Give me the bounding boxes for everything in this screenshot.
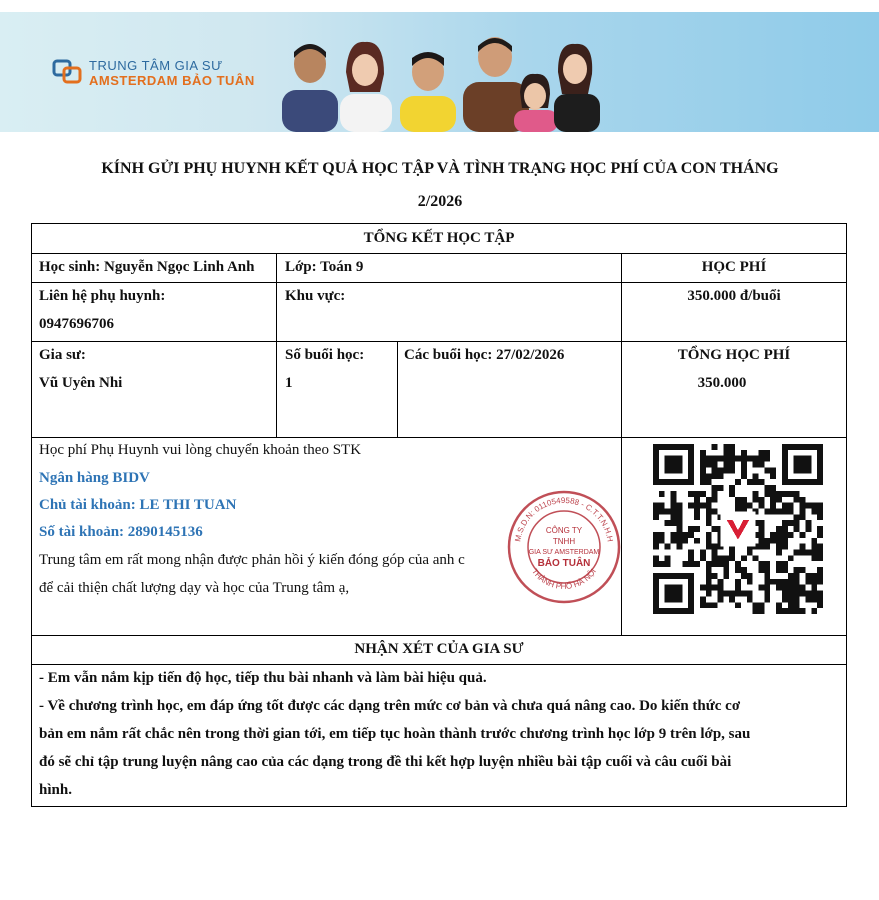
- brand-line-1: TRUNG TÂM GIA SƯ: [89, 58, 223, 73]
- col-divider: [397, 341, 398, 437]
- banner-people-photo: [270, 12, 610, 132]
- session-dates: Các buổi học: 27/02/2026: [404, 347, 565, 363]
- parent-contact-label: Liên hệ phụ huynh:: [39, 288, 166, 304]
- report-table: [31, 223, 847, 807]
- sessions-label: Số buổi học:: [285, 347, 365, 363]
- comments-header: NHẬN XÉT CỦA GIA SƯ: [354, 641, 524, 657]
- total-fee-value: 350.000: [697, 375, 747, 391]
- report-title-line-2: 2/2026: [417, 193, 463, 210]
- brand-line-2: AMSTERDAM BẢO TUÂN: [89, 73, 255, 88]
- fee-header: HỌC PHÍ: [701, 259, 767, 275]
- total-fee-label: TỔNG HỌC PHÍ: [677, 347, 791, 363]
- payment-qr-code: [653, 442, 823, 616]
- comment-line-1: - Em vẫn nắm kịp tiến độ học, tiếp thu bài nhanh và làm bài hiệu quả.: [39, 670, 487, 686]
- fee-per-session: 350.000 đ/buổi: [687, 288, 781, 304]
- report-title-line-1: KÍNH GỬI PHỤ HUYNH KẾT QUẢ HỌC TẬP VÀ TÌNH TRẠNG HỌC PHÍ CỦA CON THÁNG: [101, 160, 779, 177]
- svg-text:GIA SƯ AMSTERDAM: GIA SƯ AMSTERDAM: [528, 549, 600, 556]
- parent-phone: 0947696706: [39, 316, 114, 332]
- sessions-count: 1: [285, 375, 293, 391]
- comment-line-3: bản em nắm rất chắc nên trong thời gian tới, em tiếp tục hoàn thành trước chương trình học lớp 9 trên lớp, sau: [39, 726, 751, 742]
- payment-instruction: Học phí Phụ Huynh vui lòng chuyển khoản theo STK: [39, 442, 362, 458]
- tutor-label: Gia sư:: [39, 347, 86, 363]
- area-label: Khu vực:: [285, 288, 346, 304]
- amsterdam-logo-icon: [52, 59, 82, 85]
- feedback-line-2: để cải thiện chất lượng dạy và học của Trung tâm ạ,: [39, 580, 350, 596]
- svg-text:CÔNG TY: CÔNG TY: [545, 526, 583, 535]
- comment-line-5: hình.: [39, 782, 72, 798]
- svg-text:BẢO TUÂN: BẢO TUÂN: [537, 558, 591, 569]
- tutor-name: Vũ Uyên Nhi: [39, 375, 123, 391]
- summary-header: TỔNG KẾT HỌC TẬP: [363, 230, 515, 246]
- account-holder: Chủ tài khoản: LE THI TUAN: [39, 497, 237, 513]
- account-number: Số tài khoản: 2890145136: [39, 524, 203, 540]
- comment-line-4: đó sẽ chỉ tập trung luyện nâng cao của các dạng trong đề thi kết hợp luyện nhiều bài tập cuối và câu cuối bài: [39, 754, 732, 770]
- col-divider: [276, 253, 277, 437]
- svg-text:THÀNH PHỐ HÀ NỘI: THÀNH PHỐ HÀ NỘI: [530, 567, 598, 592]
- class-name: Lớp: Toán 9: [285, 259, 364, 275]
- comment-line-2: - Về chương trình học, em đáp ứng tốt được các dạng trên mức cơ bản và chưa quá nâng cao. Do kiến thức cơ: [39, 698, 741, 714]
- feedback-line-1: Trung tâm em rất mong nhận được phản hồi ý kiến đóng góp của anh c: [39, 552, 465, 568]
- bank-name: Ngân hàng BIDV: [39, 470, 150, 486]
- student-name: Học sinh: Nguyễn Ngọc Linh Anh: [39, 259, 255, 275]
- company-seal-stamp: [506, 489, 622, 605]
- svg-text:TNHH: TNHH: [552, 537, 576, 546]
- svg-text:M.S.D.N: 0110549588 - C.T.T.N.: M.S.D.N: 0110549588 - C.T.T.N.H.H: [513, 495, 615, 543]
- header-banner: [0, 12, 879, 132]
